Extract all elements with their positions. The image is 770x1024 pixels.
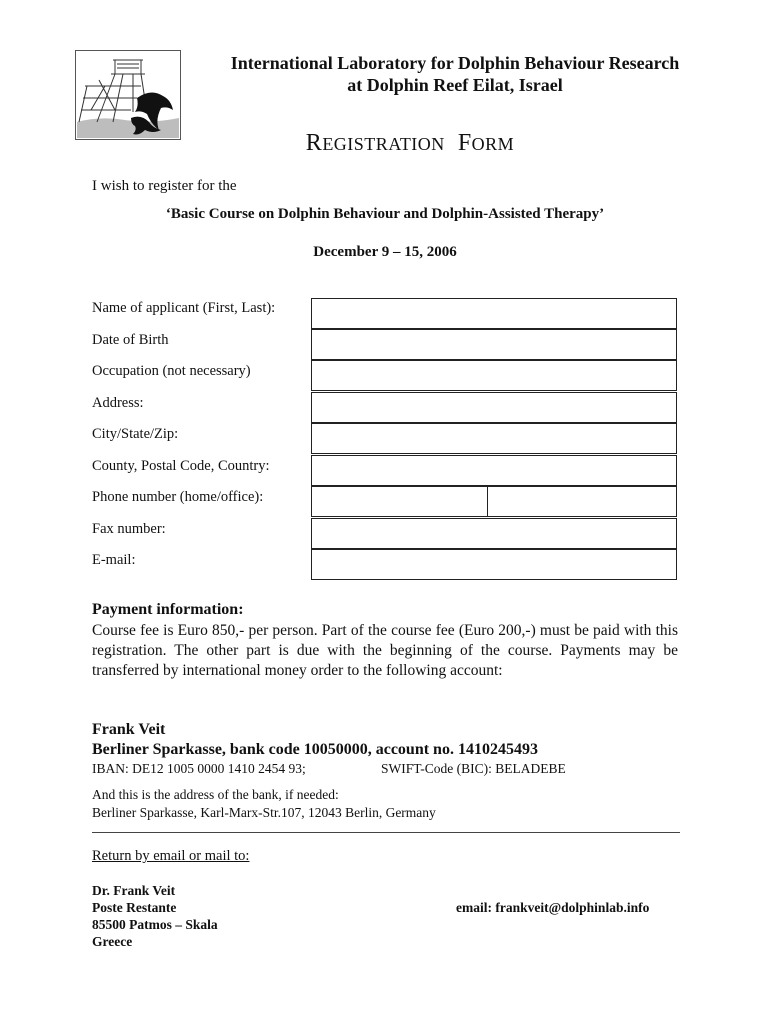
- phone-office-field[interactable]: [487, 486, 677, 517]
- dob-field[interactable]: [311, 329, 677, 360]
- address-line-4: Greece: [92, 934, 133, 949]
- label-name: Name of applicant (First, Last):: [92, 300, 276, 316]
- mailing-address: [92, 882, 218, 950]
- address-field[interactable]: [311, 392, 677, 423]
- header-line-1: International Laboratory for Dolphin Behaviour Research: [230, 53, 680, 73]
- account-bank: Berliner Sparkasse, bank code 10050000, account no. 1410245493: [92, 741, 538, 758]
- contact-email[interactable]: email: frankveit@dolphinlab.info: [456, 900, 650, 915]
- occupation-field[interactable]: [311, 360, 677, 391]
- title-r: R: [305, 130, 323, 156]
- city-field[interactable]: [311, 423, 677, 454]
- label-city: City/State/Zip:: [92, 426, 179, 442]
- page-title: [0, 130, 770, 157]
- title-orm: ORM: [471, 134, 515, 154]
- payment-text: Course fee is Euro 850,- per person. Part of the course fee (Euro 200,-) must be paid with this registration. The other part is due with the beginning of the course. Payments may be transferred by international money order to the following account:: [92, 622, 678, 679]
- dolphin-reef-logo: [75, 50, 181, 140]
- lab-header: [190, 52, 720, 96]
- course-name: ‘Basic Course on Dolphin Behaviour and Dolphin-Assisted Therapy’: [165, 206, 605, 222]
- course-dates: December 9 – 15, 2006: [313, 244, 457, 260]
- label-fax: Fax number:: [92, 521, 166, 537]
- label-phone: Phone number (home/office):: [92, 489, 264, 505]
- phone-home-field[interactable]: [311, 486, 489, 517]
- address-line-2: Poste Restante: [92, 900, 177, 915]
- title-egistration: EGISTRATION: [322, 134, 445, 154]
- label-email: E-mail:: [92, 552, 136, 568]
- header-line-2: at Dolphin Reef Eilat, Israel: [347, 75, 563, 95]
- email-field[interactable]: [311, 549, 677, 580]
- swift-code: SWIFT-Code (BIC): BELADEBE: [381, 761, 566, 776]
- title-f: F: [457, 130, 472, 156]
- address-line-3: 85500 Patmos – Skala: [92, 917, 218, 932]
- account-holder: Frank Veit: [92, 721, 166, 738]
- bank-address: [92, 786, 436, 822]
- intro-text: I wish to register for the: [92, 178, 237, 194]
- return-label: Return by email or mail to:: [92, 848, 250, 864]
- divider: [92, 832, 680, 833]
- name-field[interactable]: [311, 298, 677, 329]
- label-address: Address:: [92, 395, 144, 411]
- county-field[interactable]: [311, 455, 677, 486]
- label-dob: Date of Birth: [92, 332, 169, 348]
- payment-title: Payment information:: [92, 601, 244, 618]
- fax-field[interactable]: [311, 518, 677, 549]
- iban: IBAN: DE12 1005 0000 1410 2454 93;: [92, 761, 306, 776]
- bank-note-line-1: And this is the address of the bank, if needed:: [92, 787, 339, 802]
- label-occupation: Occupation (not necessary): [92, 363, 251, 379]
- bank-note-line-2: Berliner Sparkasse, Karl-Marx-Str.107, 12043 Berlin, Germany: [92, 805, 436, 820]
- address-line-1: Dr. Frank Veit: [92, 883, 176, 898]
- label-county: County, Postal Code, Country:: [92, 458, 270, 474]
